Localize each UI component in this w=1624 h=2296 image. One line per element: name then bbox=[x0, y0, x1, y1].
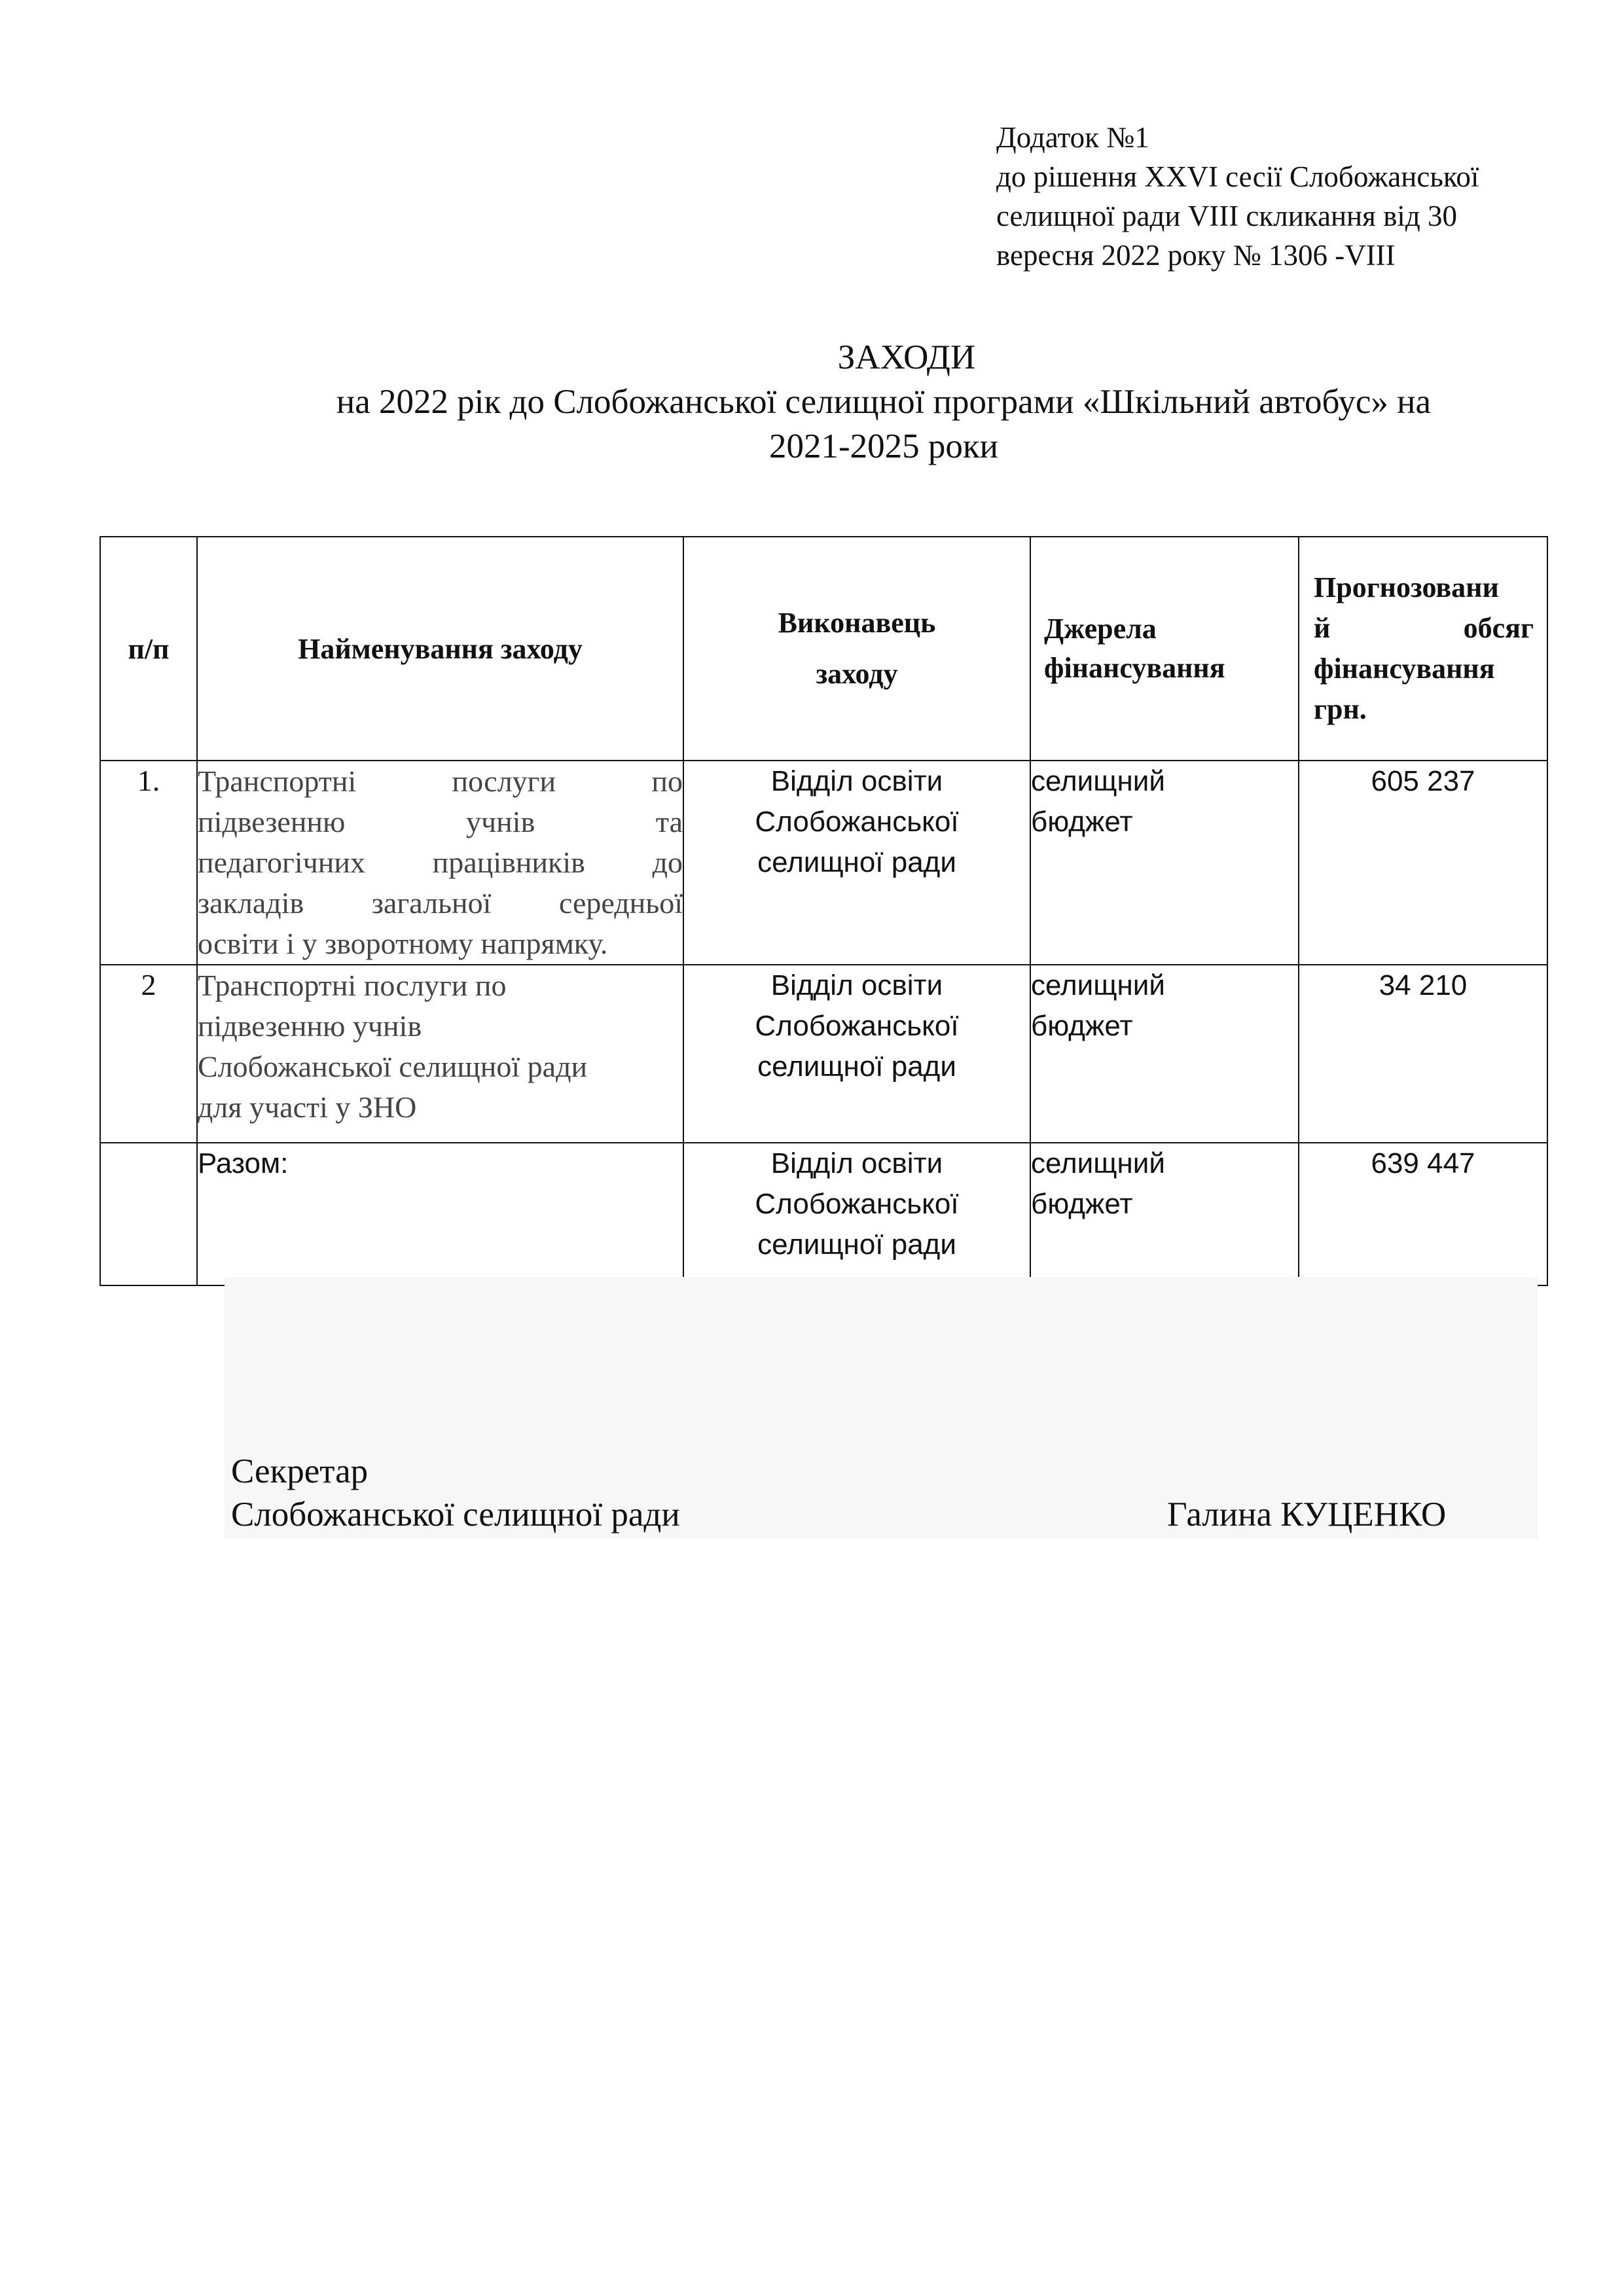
row-number: 1. bbox=[100, 761, 197, 965]
table-total-row bbox=[100, 1143, 1547, 1285]
header-funding-source: Джерела фінансування bbox=[1030, 537, 1299, 761]
annex-line: селищної ради VIII скликання від 30 bbox=[996, 200, 1457, 232]
header-measure-name: Найменування заходу bbox=[197, 537, 683, 761]
funding-source: селищний бюджет bbox=[1030, 1143, 1299, 1285]
total-amount: 639 447 bbox=[1299, 1143, 1547, 1285]
measure-name: Транспортні послуги по підвезенню учнів та педагогічних працівників до закладів загальної середньої освіти і у зворотному напрямку. bbox=[197, 761, 683, 965]
measure-name: Транспортні послуги по підвезенню учнів Слобожанської селищної ради для участі у ЗНО bbox=[197, 965, 683, 1143]
forecast-amount: 34 210 bbox=[1299, 965, 1547, 1143]
signature-block bbox=[231, 1450, 1475, 1536]
signatory-organization: Слобожанської селищної ради bbox=[231, 1496, 680, 1534]
signatory-name: Галина КУЦЕНКО bbox=[1167, 1496, 1447, 1534]
funding-source: селищний бюджет bbox=[1030, 965, 1299, 1143]
table-row bbox=[100, 761, 1547, 965]
executor: Відділ освіти Слобожанської селищної ради bbox=[683, 1143, 1030, 1285]
measures-table bbox=[99, 536, 1548, 1286]
title-heading: ЗАХОДИ bbox=[837, 338, 976, 376]
table-row bbox=[100, 965, 1547, 1143]
header-executor: Виконавець заходу bbox=[683, 537, 1030, 761]
executor: Відділ освіти Слобожанської селищної ради bbox=[683, 965, 1030, 1143]
header-number: п/п bbox=[100, 537, 197, 761]
signatory-position: Секретар bbox=[231, 1452, 369, 1490]
title-period: 2021-2025 роки bbox=[768, 427, 998, 465]
executor: Відділ освіти Слобожанської селищної ради bbox=[683, 761, 1030, 965]
title-subtitle: на 2022 рік до Слобожанської селищної програми «Шкільний автобус» на bbox=[336, 383, 1432, 421]
total-label: Разом: bbox=[197, 1143, 683, 1285]
annex-line: вересня 2022 року № 1306 -VIII bbox=[996, 239, 1396, 272]
annex-block bbox=[996, 118, 1546, 275]
table-header-row bbox=[100, 537, 1547, 761]
header-forecast-amount: Прогнозовани й обсяг фінансування грн. bbox=[1299, 537, 1547, 761]
row-number-empty bbox=[100, 1143, 197, 1285]
document-title bbox=[98, 335, 1624, 469]
annex-title: Додаток №1 bbox=[996, 121, 1149, 154]
annex-line: до рішення XXVI сесії Слобожанської bbox=[996, 160, 1479, 193]
forecast-amount: 605 237 bbox=[1299, 761, 1547, 965]
row-number: 2 bbox=[100, 965, 197, 1143]
funding-source: селищний бюджет bbox=[1030, 761, 1299, 965]
